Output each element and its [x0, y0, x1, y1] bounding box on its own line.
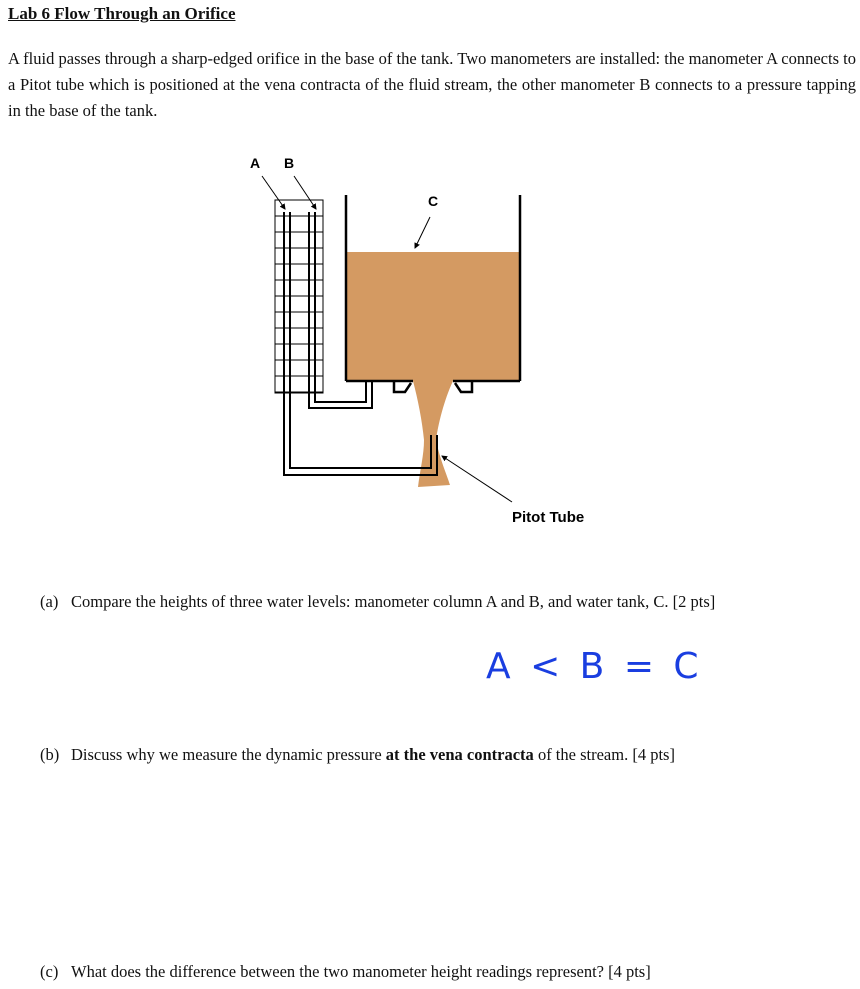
label-pitot-tube: Pitot Tube — [512, 509, 585, 526]
question-a: (a) Compare the heights of three water levels: manometer column A and B, and water tank, C. [2 pts] — [40, 592, 716, 611]
fluid-stream — [413, 381, 453, 487]
arrow-c — [415, 217, 430, 248]
handwritten-answer-a: A < B = C — [486, 646, 703, 687]
label-c: C — [428, 193, 439, 209]
question-b: (b) Discuss why we measure the dynamic pressure at the vena contracta of the stream. [4 pts] — [40, 745, 675, 764]
label-a: A — [250, 155, 261, 171]
arrow-b — [294, 176, 316, 209]
intro-paragraph: A fluid passes through a sharp-edged orifice in the base of the tank. Two manometers are installed: the manometer A connects to a Pitot tube which is positioned at the vena contracta of the fluid stream, the other manometer B connects to a pressure tapping in the base of the tank. — [8, 49, 856, 120]
tank-fluid — [346, 252, 520, 381]
page-title: Lab 6 Flow Through an Orifice — [8, 4, 236, 23]
arrow-a — [262, 176, 285, 209]
label-b: B — [284, 155, 295, 171]
arrow-pitot — [442, 456, 512, 502]
question-c: (c) What does the difference between the two manometer height readings represent? [4 pts] — [40, 962, 651, 981]
